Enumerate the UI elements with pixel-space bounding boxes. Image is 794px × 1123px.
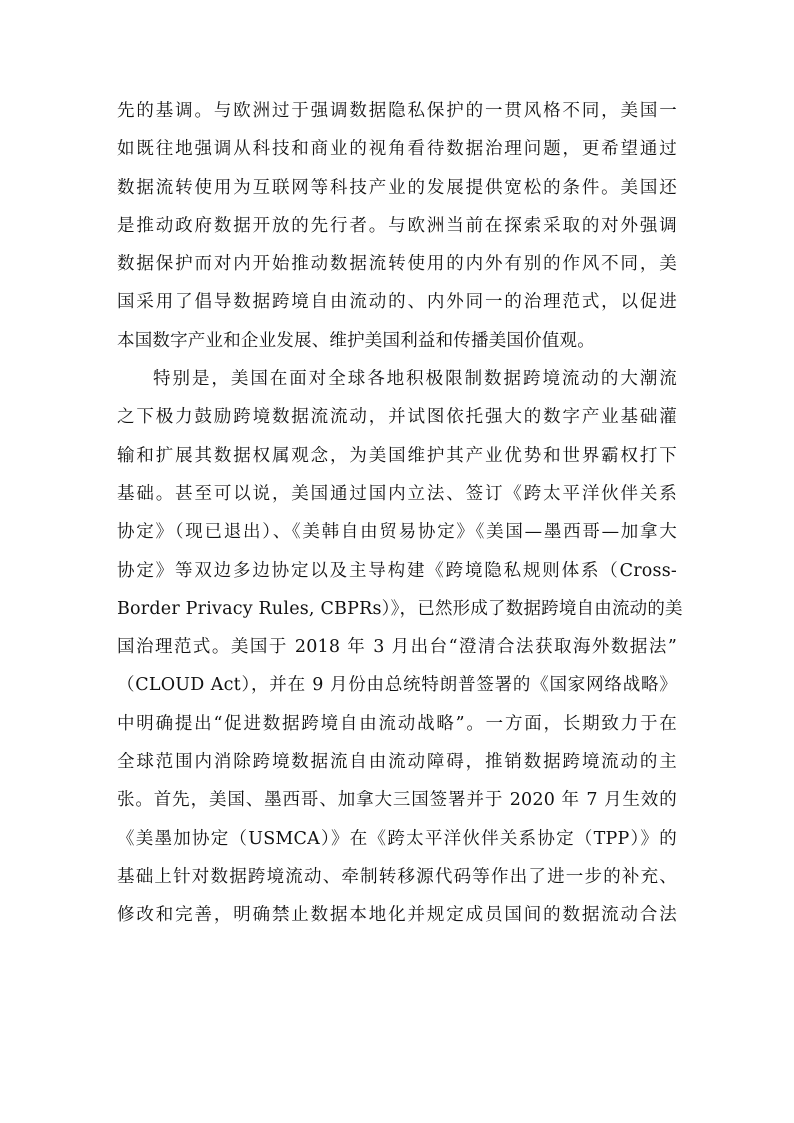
text-line: 本国数字产业和企业发展、维护美国利益和传播美国价值观。 bbox=[117, 330, 595, 351]
body-text bbox=[117, 92, 683, 935]
text-line: 张。首先，美国、墨西哥、加拿大三国签署并于 2020 年 7 月生效的 bbox=[117, 790, 677, 811]
text-line: 修改和完善，明确禁止数据本地化并规定成员国间的数据流动合法 bbox=[117, 905, 677, 926]
text-line: 输和扩展其数据权属观念，为美国维护其产业优势和世界霸权打下 bbox=[117, 445, 677, 466]
text-line: 《美墨加协定（USMCA）》在《跨太平洋伙伴关系协定（TPP）》的 bbox=[117, 828, 677, 849]
text-line: 中明确提出“促进数据跨境自由流动战略”。一方面，长期致力于在 bbox=[117, 713, 677, 734]
text-line: 基础。甚至可以说，美国通过国内立法、签订《跨太平洋伙伴关系 bbox=[117, 483, 677, 504]
text-line: 全球范围内消除跨境数据流自由流动障碍，推销数据跨境流动的主 bbox=[117, 752, 677, 773]
text-line: 协定》等双边多边协定以及主导构建《跨境隐私规则体系（Cross- bbox=[117, 560, 677, 581]
text-line: （CLOUD Act），并在 9 月份由总统特朗普签署的《国家网络战略》 bbox=[117, 675, 677, 696]
text-line: 是推动政府数据开放的先行者。与欧洲当前在探索采取的对外强调 bbox=[117, 215, 677, 236]
paragraph-1 bbox=[117, 92, 677, 360]
text-line: 国治理范式。美国于 2018 年 3 月出台“澄清合法获取海外数据法” bbox=[117, 637, 677, 658]
text-line: 如既往地强调从科技和商业的视角看待数据治理问题，更希望通过 bbox=[117, 139, 677, 160]
text-line: 协定》（现已退出）、《美韩自由贸易协定》《美国—墨西哥—加拿大 bbox=[117, 522, 677, 543]
text-line: 之下极力鼓励跨境数据流流动，并试图依托强大的数字产业基础灌 bbox=[117, 407, 677, 428]
text-line: 数据保护而对内开始推动数据流转使用的内外有别的作风不同，美 bbox=[117, 254, 677, 275]
text-line: 先的基调。与欧洲过于强调数据隐私保护的一贯风格不同，美国一 bbox=[117, 101, 677, 121]
paragraph-2 bbox=[117, 360, 683, 934]
text-line: 特别是，美国在面对全球各地积极限制数据跨境流动的大潮流 bbox=[153, 369, 677, 390]
text-line: 国采用了倡导数据跨境自由流动的、内外同一的治理范式，以促进 bbox=[117, 292, 677, 313]
text-line: 基础上针对数据跨境流动、牵制转移源代码等作出了进一步的补充、 bbox=[117, 866, 677, 887]
text-line: Border Privacy Rules, CBPRs）》，已然形成了数据跨境自由流动的美 bbox=[117, 598, 683, 619]
text-line: 数据流转使用为互联网等科技产业的发展提供宽松的条件。美国还 bbox=[117, 177, 677, 198]
